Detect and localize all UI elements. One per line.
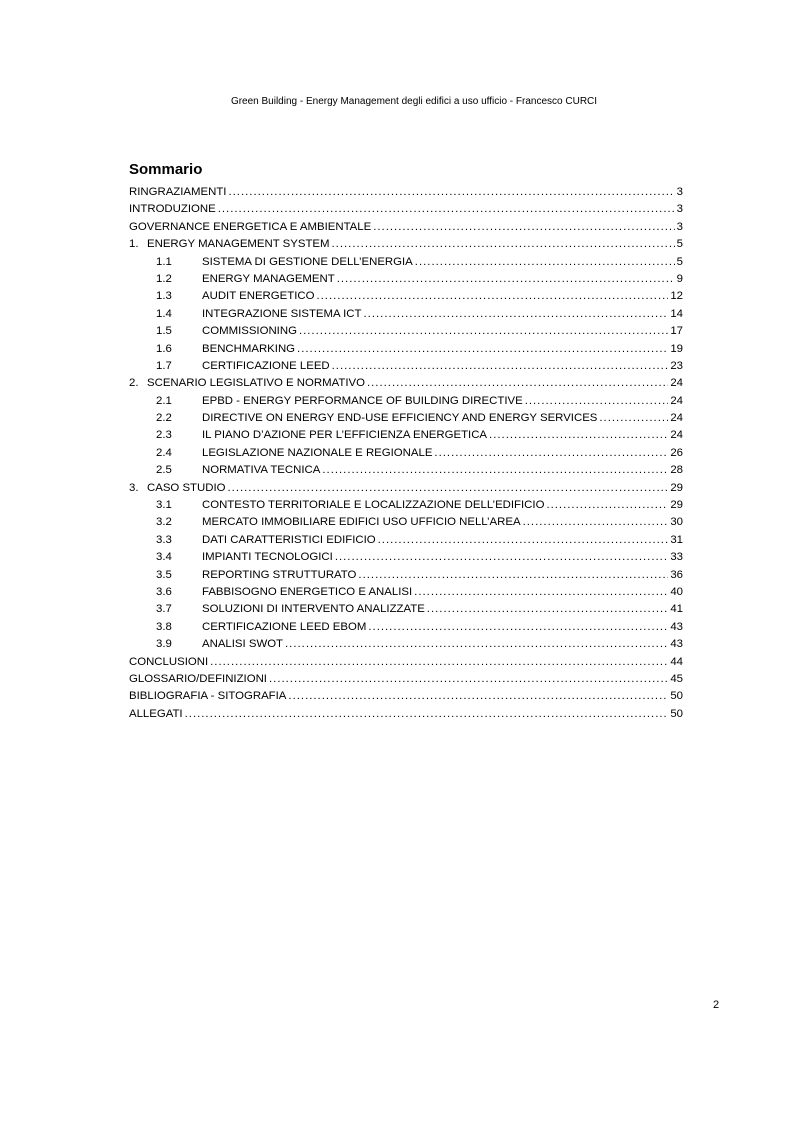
toc-entry[interactable] <box>129 410 683 427</box>
toc-entry-title: ENERGY MANAGEMENT <box>202 272 335 285</box>
toc-dot-leader <box>322 462 668 479</box>
toc-entry-page: 50 <box>670 690 683 703</box>
toc-entry-title: CONTESTO TERRITORIALE E LOCALIZZAZIONE DELL’EDIFICIO <box>202 499 545 512</box>
toc-entry[interactable] <box>129 462 683 479</box>
toc-entry[interactable] <box>129 549 683 566</box>
toc-entry-title: BIBLIOGRAFIA - SITOGRAFIA <box>129 690 287 703</box>
toc-entry[interactable] <box>129 636 683 653</box>
toc-dot-leader <box>489 427 668 444</box>
toc-entry-number: 1. <box>129 238 139 251</box>
toc-entry-title: DATI CARATTERISTICI EDIFICIO <box>202 533 376 546</box>
toc-dot-leader <box>368 619 668 636</box>
toc-entry-title: IL PIANO D’AZIONE PER L’EFFICIENZA ENERGETICA <box>202 429 488 442</box>
toc-entry-title: ENERGY MANAGEMENT SYSTEM <box>147 238 330 251</box>
toc-dot-leader <box>297 341 668 358</box>
toc-entry[interactable] <box>129 497 683 514</box>
toc-entry-number: 2. <box>129 377 139 390</box>
toc-entry-page: 45 <box>670 672 683 685</box>
toc-entry[interactable] <box>129 688 683 705</box>
page-number: 2 <box>713 999 720 1011</box>
toc-entry-title: SOLUZIONI DI INTERVENTO ANALIZZATE <box>202 603 425 616</box>
toc-dot-leader <box>316 288 668 305</box>
toc-dot-leader <box>332 358 669 375</box>
toc-entry-title: MERCATO IMMOBILIARE EDIFICI USO UFFICIO NELL’AREA <box>202 516 521 529</box>
toc-entry[interactable] <box>129 184 683 201</box>
toc-entry[interactable] <box>129 480 683 497</box>
toc-entry-page: 24 <box>670 394 683 407</box>
toc-dot-leader <box>337 271 675 288</box>
toc-entry-title: REPORTING STRUTTURATO <box>202 568 357 581</box>
toc-entry-title: FABBISOGNO ENERGETICO E ANALISI <box>202 585 413 598</box>
toc-dot-leader <box>299 323 668 340</box>
toc-entry-number: 3.3 <box>156 533 172 546</box>
toc-dot-leader <box>332 236 675 253</box>
toc-entry-title: EPBD - ENERGY PERFORMANCE OF BUILDING DIRECTIVE <box>202 394 523 407</box>
toc-entry-title: IMPIANTI TECNOLOGICI <box>202 551 333 564</box>
toc-entry-page: 23 <box>670 359 683 372</box>
toc-entry-number: 3.2 <box>156 516 172 529</box>
toc-entry-page: 43 <box>670 620 683 633</box>
toc-entry-title: RINGRAZIAMENTI <box>129 186 227 198</box>
toc-dot-leader <box>373 219 674 236</box>
toc-dot-leader <box>378 532 669 549</box>
toc-entry-number: 3.7 <box>156 603 172 616</box>
toc-entry-title: CONCLUSIONI <box>129 655 209 668</box>
toc-entry-page: 50 <box>670 707 683 720</box>
toc-entry-title: GLOSSARIO/DEFINIZIONI <box>129 672 267 685</box>
toc-entry[interactable] <box>129 323 683 340</box>
toc-entry-page: 43 <box>670 638 683 651</box>
toc-entry-title: LEGISLAZIONE NAZIONALE E REGIONALE <box>202 446 433 459</box>
toc-dot-leader <box>269 671 668 688</box>
toc-entry[interactable] <box>129 567 683 584</box>
toc-entry-page: 29 <box>670 481 683 494</box>
toc-dot-leader <box>414 584 668 601</box>
toc-entry-title: AUDIT ENERGETICO <box>202 290 315 303</box>
toc-entry[interactable] <box>129 201 683 218</box>
toc-entry-number: 1.1 <box>156 255 172 268</box>
toc-entry[interactable] <box>129 341 683 358</box>
toc-entry[interactable] <box>129 219 683 236</box>
toc-dot-leader <box>415 254 675 271</box>
toc-entry-title: CERTIFICAZIONE LEED <box>202 359 330 372</box>
toc-entry-page: 3 <box>676 203 683 216</box>
toc-entry-page: 28 <box>670 464 683 477</box>
toc-entry-page: 41 <box>670 603 683 616</box>
toc-entry-page: 12 <box>670 290 683 303</box>
toc-dot-leader <box>358 567 668 584</box>
toc-entry[interactable] <box>129 236 683 253</box>
toc-entry-title: BENCHMARKING <box>202 342 296 355</box>
toc-entry-number: 1.5 <box>156 325 172 338</box>
toc-dot-leader <box>599 410 668 427</box>
toc-entry-number: 1.2 <box>156 272 172 285</box>
toc-dot-leader <box>185 706 669 723</box>
toc-entry[interactable] <box>129 532 683 549</box>
toc-entry-number: 3.8 <box>156 620 172 633</box>
toc-entry-page: 24 <box>670 429 683 442</box>
toc-entry-number: 3. <box>129 481 139 494</box>
toc-entry[interactable] <box>129 375 683 392</box>
toc-entry-title: GOVERNANCE ENERGETICA E AMBIENTALE <box>129 220 372 233</box>
toc-entry-page: 40 <box>670 585 683 598</box>
toc-entry-number: 2.4 <box>156 446 172 459</box>
toc-entry[interactable] <box>129 514 683 531</box>
toc-entry-page: 24 <box>670 412 683 425</box>
toc-dot-leader <box>227 480 668 497</box>
toc-entry[interactable] <box>129 271 683 288</box>
toc-entry-number: 3.1 <box>156 499 172 512</box>
toc-dot-leader <box>525 393 669 410</box>
toc-entry-page: 3 <box>676 186 683 198</box>
toc-entry-page: 17 <box>670 325 683 338</box>
toc-entry-number: 3.6 <box>156 585 172 598</box>
toc-dot-leader <box>288 688 668 705</box>
toc-entry[interactable] <box>129 288 683 305</box>
toc-entry-number: 1.6 <box>156 342 172 355</box>
toc-entry-number: 1.4 <box>156 307 172 320</box>
toc-entry[interactable] <box>129 671 683 688</box>
toc-entry-title: ALLEGATI <box>129 707 183 720</box>
toc-entry-page: 3 <box>676 220 683 233</box>
toc-entry[interactable] <box>129 445 683 462</box>
toc-dot-leader <box>427 601 669 618</box>
toc-entry-title: CERTIFICAZIONE LEED EBOM <box>202 620 367 633</box>
toc-entry[interactable] <box>129 584 683 601</box>
toc-dot-leader <box>434 445 668 462</box>
toc-entry[interactable] <box>129 254 683 271</box>
toc-entry[interactable] <box>129 654 683 671</box>
toc-entry-title: SISTEMA DI GESTIONE DELL’ENERGIA <box>202 255 413 268</box>
toc-entry-number: 2.5 <box>156 464 172 477</box>
toc-entry-number: 3.9 <box>156 638 172 651</box>
toc-dot-leader <box>285 636 668 653</box>
toc-entry-title: INTEGRAZIONE SISTEMA ICT <box>202 307 362 320</box>
toc-entry[interactable] <box>129 619 683 636</box>
toc-entry-page: 5 <box>676 255 683 268</box>
toc-entry-title: INTRODUZIONE <box>129 203 216 216</box>
toc-entry-page: 26 <box>670 446 683 459</box>
toc-entry-page: 19 <box>670 342 683 355</box>
toc-entry-title: COMMISSIONING <box>202 325 297 338</box>
toc-dot-leader <box>367 375 668 392</box>
toc-entry-page: 30 <box>670 516 683 529</box>
toc-dot-leader <box>228 184 674 201</box>
toc-entry[interactable] <box>129 393 683 410</box>
toc-dot-leader <box>335 549 669 566</box>
running-header: Green Building - Energy Management degli edifici a uso ufficio - Francesco CURCI <box>230 96 598 107</box>
toc-entry[interactable] <box>129 706 683 723</box>
toc-entry-number: 3.5 <box>156 568 172 581</box>
toc-entry-title: ANALISI SWOT <box>202 638 284 651</box>
toc-entry-page: 9 <box>676 272 683 285</box>
toc-entry-page: 44 <box>670 655 683 668</box>
toc-entry-number: 1.3 <box>156 290 172 303</box>
toc-entry-page: 31 <box>670 533 683 546</box>
toc-entry-number: 1.7 <box>156 359 172 372</box>
toc-entry-number: 2.1 <box>156 394 172 407</box>
toc-dot-leader <box>364 306 669 323</box>
toc-entry[interactable] <box>129 427 683 444</box>
toc-entry-number: 3.4 <box>156 551 172 564</box>
toc-entry-page: 33 <box>670 551 683 564</box>
toc-dot-leader <box>523 514 669 531</box>
toc-entry-page: 24 <box>670 377 683 390</box>
toc-entry-page: 36 <box>670 568 683 581</box>
toc-dot-leader <box>210 654 668 671</box>
toc-entry-page: 5 <box>676 238 683 251</box>
toc-dot-leader <box>546 497 668 514</box>
toc-entry-page: 14 <box>670 307 683 320</box>
toc-entry-title: NORMATIVA TECNICA <box>202 464 321 477</box>
toc-dot-leader <box>218 201 675 218</box>
toc-title: Sommario <box>129 161 203 178</box>
toc-entry-title: SCENARIO LEGISLATIVO E NORMATIVO <box>147 377 365 390</box>
toc-entry[interactable] <box>129 601 683 618</box>
toc-entry-page: 29 <box>670 499 683 512</box>
toc-entry-number: 2.3 <box>156 429 172 442</box>
toc-entry-number: 2.2 <box>156 412 172 425</box>
toc-entry-title: DIRECTIVE ON ENERGY END-USE EFFICIENCY AND ENERGY SERVICES <box>202 412 598 425</box>
toc-entry[interactable] <box>129 358 683 375</box>
toc-entry-title: CASO STUDIO <box>147 481 226 494</box>
toc-entry[interactable] <box>129 306 683 323</box>
table-of-contents <box>129 184 683 723</box>
